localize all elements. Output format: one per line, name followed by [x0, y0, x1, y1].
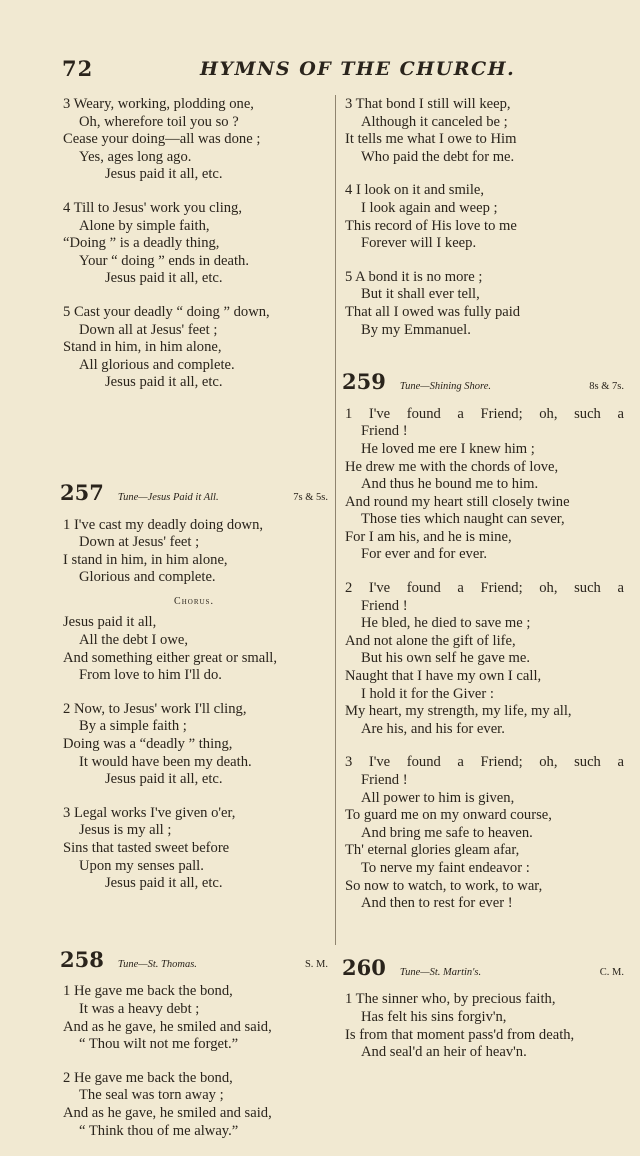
hymn-259-stanza-3	[342, 754, 624, 912]
verse-line: Alone by simple faith,	[79, 217, 210, 234]
verse-line: But his own self he gave me.	[361, 650, 531, 667]
column-divider	[335, 95, 336, 945]
running-title: HYMNS OF THE CHURCH.	[200, 58, 516, 80]
stanza-3	[60, 96, 328, 184]
verse-line: 3 Legal works I've given o'er,	[63, 804, 236, 821]
verse-line: Upon my senses pall.	[79, 857, 204, 874]
stanza-5	[342, 269, 624, 339]
verse-line: And seal'd an heir of heav'n.	[361, 1044, 527, 1061]
hymn-257-stanza-3	[60, 805, 328, 893]
verse-line: And thus he bound me to him.	[361, 476, 539, 493]
verse-line: For I am his, and he is mine,	[345, 528, 512, 545]
verse-line: Who paid the debt for me.	[361, 148, 515, 165]
verse-line: Friend !	[361, 597, 408, 614]
verse-line: It would have been my death.	[79, 753, 252, 770]
verse-line: Are his, and his for ever.	[361, 720, 505, 737]
refrain-line: Jesus paid it all, etc.	[105, 374, 223, 391]
verse-line: Jesus is my all ;	[79, 822, 172, 839]
hymn-259-stanza-2	[342, 580, 624, 738]
hymn-tune: Tune—St. Thomas.	[117, 958, 197, 970]
verse-line: And bring me safe to heaven.	[361, 824, 533, 841]
verse-line: That all I owed was fully paid	[345, 303, 521, 320]
verse-line: He drew me with the chords of love,	[345, 458, 559, 475]
stanza-4	[60, 200, 328, 288]
verse-line: Th' eternal glories gleam afar,	[345, 842, 520, 859]
verse-line: To nerve my faint endeavor :	[361, 859, 530, 876]
hymn-257-heading	[60, 479, 328, 507]
verse-line: Doing was a “deadly ” thing,	[63, 736, 233, 753]
verse-line: “ Think thou of me alway.”	[79, 1122, 239, 1139]
verse-line: Stand in him, in him alone,	[63, 339, 222, 356]
left-column	[60, 96, 328, 1156]
verse-line: For ever and for ever.	[361, 546, 488, 563]
verse-line: Down at Jesus' feet ;	[79, 534, 200, 551]
verse-line: “ Thou wilt not me forget.”	[79, 1036, 239, 1053]
verse-line: I look again and weep ;	[361, 199, 498, 216]
verse-line: Naught that I have my own I call,	[345, 668, 542, 685]
hymn-tune: Tune—Jesus Paid it All.	[117, 491, 219, 503]
verse-line: 1 The sinner who, by precious faith,	[345, 991, 556, 1008]
verse-line: Those ties which naught can sever,	[361, 511, 565, 528]
hymn-tune: Tune—St. Martin's.	[399, 966, 482, 978]
chorus-label: Chorus.	[174, 595, 214, 607]
stanza-3	[342, 96, 624, 166]
verse-line: 4 I look on it and smile,	[345, 182, 485, 199]
refrain-line: Jesus paid it all, etc.	[105, 771, 223, 788]
verse-line: And not alone the gift of life,	[345, 632, 516, 649]
verse-line: All the debt I owe,	[79, 632, 189, 649]
verse-line: My heart, my strength, my life, my all,	[345, 703, 572, 720]
verse-line: But it shall ever tell,	[361, 286, 480, 303]
verse-line: So now to watch, to work, to war,	[345, 877, 543, 894]
verse-line: And as he gave, he smiled and said,	[63, 1018, 272, 1035]
verse-line: 2 I've found a Friend; oh, such a	[345, 580, 624, 597]
stanza-5	[60, 304, 328, 392]
hymn-257-chorus	[60, 614, 328, 684]
verse-line: I hold it for the Giver :	[361, 685, 494, 702]
hymn-258-heading	[60, 946, 328, 974]
hymn-number: 257	[60, 479, 104, 505]
verse-line: Is from that moment pass'd from death,	[345, 1026, 575, 1043]
verse-line: 5 A bond it is no more ;	[345, 268, 483, 285]
verse-line: 4 Till to Jesus' work you cling,	[63, 199, 242, 216]
refrain-line: Jesus paid it all, etc.	[105, 270, 223, 287]
verse-line: It was a heavy debt ;	[79, 1000, 200, 1017]
hymn-259-stanza-1	[342, 406, 624, 564]
verse-line: Down all at Jesus' feet ;	[79, 321, 218, 338]
verse-line: And then to rest for ever !	[361, 895, 513, 912]
verse-line: Oh, wherefore toil you so ?	[79, 113, 239, 130]
verse-line: By a simple faith ;	[79, 718, 187, 735]
hymn-tune: Tune—Shining Shore.	[399, 381, 492, 393]
hymn-258-stanza-2	[60, 1070, 328, 1140]
verse-line: And round my heart still closely twine	[345, 493, 570, 510]
refrain-line: Jesus paid it all, etc.	[105, 875, 223, 892]
hymn-259-heading	[342, 369, 624, 396]
verse-line: He bled, he died to save me ;	[361, 615, 531, 632]
verse-line: The seal was torn away ;	[79, 1087, 224, 1104]
verse-line: 1 I've found a Friend; oh, such a	[345, 405, 624, 422]
stanza-4	[342, 182, 624, 252]
verse-line: All power to him is given,	[361, 789, 515, 806]
hymn-number: 259	[342, 369, 386, 395]
hymn-257-stanza-2	[60, 701, 328, 789]
verse-line: Jesus paid it all,	[63, 614, 157, 631]
verse-line: 2 He gave me back the bond,	[63, 1069, 233, 1086]
verse-line: He loved me ere I knew him ;	[361, 440, 535, 457]
hymn-meter: 7s & 5s.	[293, 491, 328, 503]
verse-line: From love to him I'll do.	[79, 667, 222, 684]
verse-line: Forever will I keep.	[361, 235, 477, 252]
verse-line: Cease your doing—all was done ;	[63, 131, 261, 148]
hymn-meter: C. M.	[599, 966, 624, 978]
refrain-line: Jesus paid it all, etc.	[105, 166, 223, 183]
verse-line: 1 I've cast my deadly doing down,	[63, 516, 264, 533]
verse-line: 3 Weary, working, plodding one,	[63, 96, 254, 112]
verse-line: All glorious and complete.	[79, 356, 235, 373]
verse-line: 3 I've found a Friend; oh, such a	[345, 754, 624, 771]
verse-line: Friend !	[361, 772, 408, 788]
verse-line: Your “ doing ” ends in death.	[79, 252, 249, 269]
verse-line: I stand in him, in him alone,	[63, 551, 228, 568]
hymn-number: 260	[342, 954, 386, 980]
verse-line: Glorious and complete.	[79, 569, 216, 586]
verse-line: Yes, ages long ago.	[79, 148, 192, 165]
verse-line: 2 Now, to Jesus' work I'll cling,	[63, 700, 247, 717]
verse-line: Sins that tasted sweet before	[63, 840, 230, 856]
right-column	[342, 96, 624, 1078]
verse-line: “Doing ” is a deadly thing,	[63, 235, 220, 252]
verse-line: To guard me on my onward course,	[345, 807, 552, 824]
hymn-258-stanza-1	[60, 983, 328, 1053]
verse-line: 3 That bond I still will keep,	[345, 96, 511, 112]
hymn-number: 258	[60, 946, 104, 972]
hymn-260-stanza-1	[342, 991, 624, 1061]
verse-line: Although it canceled be ;	[361, 113, 508, 130]
verse-line: Friend !	[361, 423, 408, 440]
hymn-260-heading	[342, 954, 624, 982]
hymn-257-stanza-1	[60, 517, 328, 587]
verse-line: Has felt his sins forgiv'n,	[361, 1008, 507, 1025]
verse-line: By my Emmanuel.	[361, 321, 471, 338]
verse-line: It tells me what I owe to Him	[345, 131, 517, 148]
verse-line: 1 He gave me back the bond,	[63, 983, 233, 1000]
hymn-meter: S. M.	[304, 958, 328, 970]
verse-line: 5 Cast your deadly “ doing ” down,	[63, 303, 270, 320]
verse-line: This record of His love to me	[345, 217, 517, 234]
hymn-meter: 8s & 7s.	[589, 381, 624, 393]
verse-line: And something either great or small,	[63, 649, 277, 666]
verse-line: And as he gave, he smiled and said,	[63, 1104, 272, 1121]
page-number: 72	[62, 56, 94, 81]
